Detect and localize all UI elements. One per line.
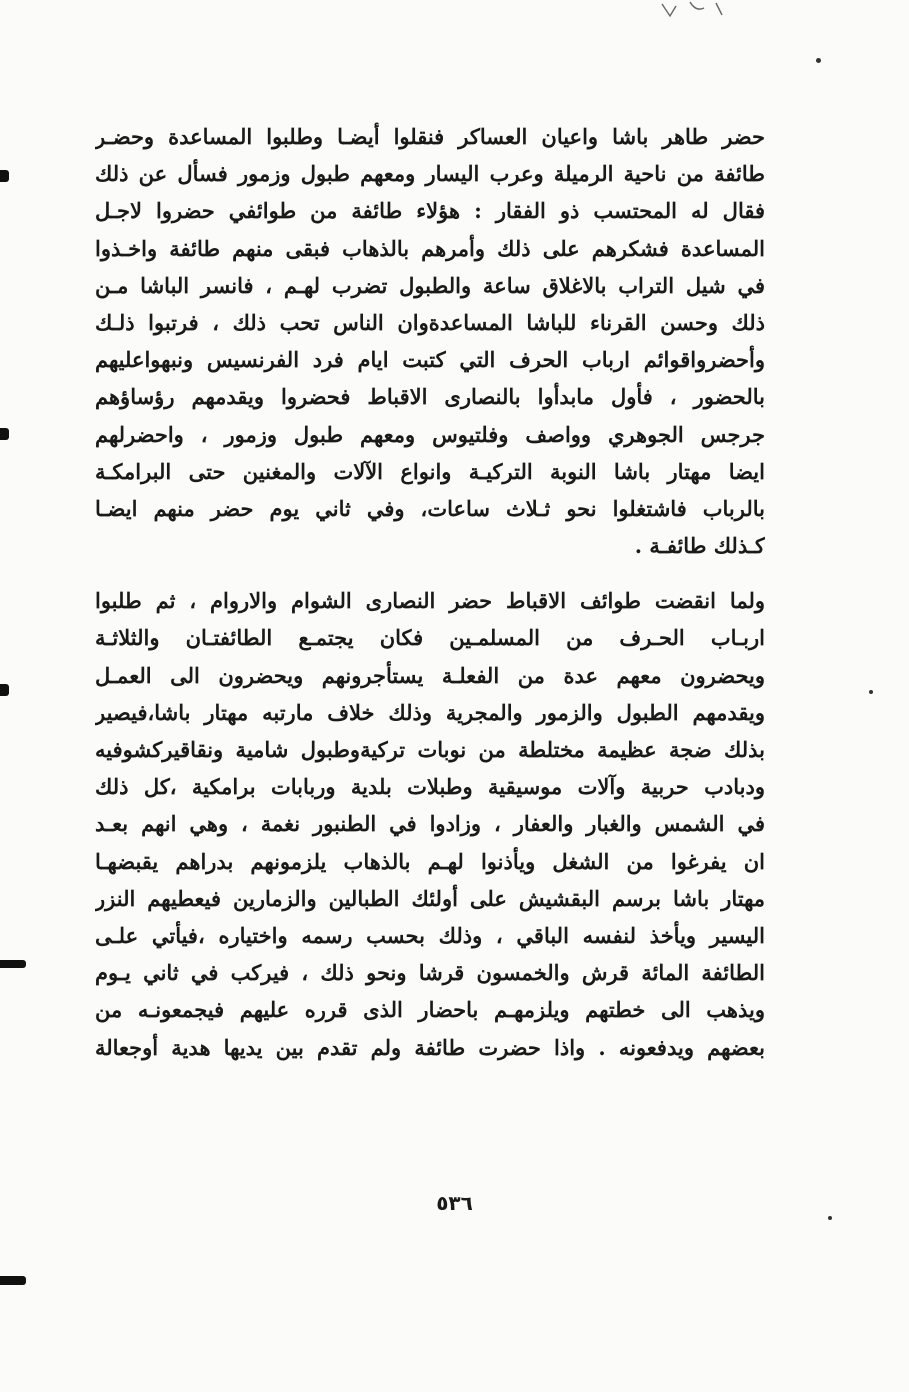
text-line: في الشمس والغبار والعفار ، وزادوا في الطنبور نغمة ، وهي انهم بعـد [95,811,765,837]
text-line: حضر طاهر باشا واعيان العساكر فنقلوا أيضـا وطلبوا المساعدة وحضـر [95,124,765,149]
text-line: ان يفرغوا من الشغل ويأذنوا لهـم بالذهاب يلزمونهم بدراهم يقبضهـا [95,848,765,874]
text-line: بالحضور ، فأول مابدأوا بالنصارى الاقباط فحضروا ويقدمهم رؤساؤهم [95,384,765,410]
text-line: ذلك وحسن القرناء للباشا المساعدةوان الناس تحب ذلك ، فرتبوا ذلـك [95,309,765,335]
edge-mark [0,428,9,440]
page-text [95,118,765,1066]
text-line: طائفة من ناحية الرميلة وعرب اليسار ومعهم طبول وزمور فسأل عن ذلك [95,161,765,187]
text-line: ودبادب حربية وآلات موسيقية وطبلات بلدية وربابات برامكية ،كل ذلك [95,774,765,800]
paragraph-2 [95,582,765,1065]
text-line: بالرباب فاشتغلوا نحو ثـلاث ساعات، وفي ثاني يوم حضر منهم ايضـا [95,495,765,521]
scan-speck [828,1216,832,1220]
text-line: بذلك ضجة عظيمة مختلطة من نوبات تركيةوطبول شامية ونقاقيركشوفيه [95,737,765,762]
edge-mark [0,1276,26,1285]
text-line: وأحضرواقوائم ارباب الحرف التي كتبت ايام فرد الفرنسيس ونبهواعليهم [95,347,765,373]
paragraph-gap [95,564,765,582]
paragraph-1 [95,118,765,564]
text-line: مهتار باشا برسم البقشيش على أولئك الطبالين والزمارين فيعطيهم النزر [95,885,765,911]
corner-scribble [660,0,740,22]
edge-mark [0,960,26,968]
text-line: ويقدمهم الطبول والزمور والمجرية وذلك خلاف مارتبه مهتار باشا،فيصير [95,699,765,725]
text-line: بعضهم ويدفعونه . واذا حضرت طائفة ولم تقدم بين يديها هدية أوجعالة [95,1034,765,1060]
edge-mark [0,684,9,696]
text-line: جرجس الجوهري وواصف وفلتيوس ومعهم طبول وزمور ، واحضرلهم [95,421,765,447]
text-line: ايضا مهتار باشا النوبة التركيـة وانواع الآلات والمغنين حتى البرامكـة [95,458,765,484]
text-line: ويحضرون معهم عدة من الفعلـة يستأجرونهم ويحضرون الى العمـل [95,662,765,688]
page-number: ٥٣٦ [436,1191,473,1215]
text-line: في شيل التراب بالاغلاق ساعة والطبول تضرب لهـم ، فانسر الباشا مـن [95,272,765,298]
text-line: الطائفة المائة قرش والخمسون قرشا ونحو ذلك ، فيركب في ثاني يـوم [95,960,765,986]
text-line: ويذهب الى خطتهم ويلزمهـم باحضار الذى قرره عليهم فيجمعونـه من [95,997,765,1023]
text-line: فقال له المحتسب ذو الفقار : هؤلاء طائفة من طوائفي حضروا لاجـل [95,198,765,224]
scan-speck [869,690,873,694]
edge-mark [0,170,9,182]
text-line: ولما انقضت طوائف الاقباط حضر النصارى الشوام والاروام ، ثم طلبوا [95,588,765,614]
text-line: المساعدة فشكرهم على ذلك وأمرهم بالذهاب فبقى منهم طائفة واخـذوا [95,235,765,261]
scan-speck [816,58,821,63]
text-line: اليسير ويأخذ لنفسه الباقي ، وذلك بحسب رسمه واختياره ،فيأتي علـى [95,922,765,948]
text-line: كـذلك طائفـة . [634,533,765,559]
text-line: اربـاب الحـرف من المسلمـين فكان يجتمـع الطائفتـان والثلاثـة [95,625,765,651]
